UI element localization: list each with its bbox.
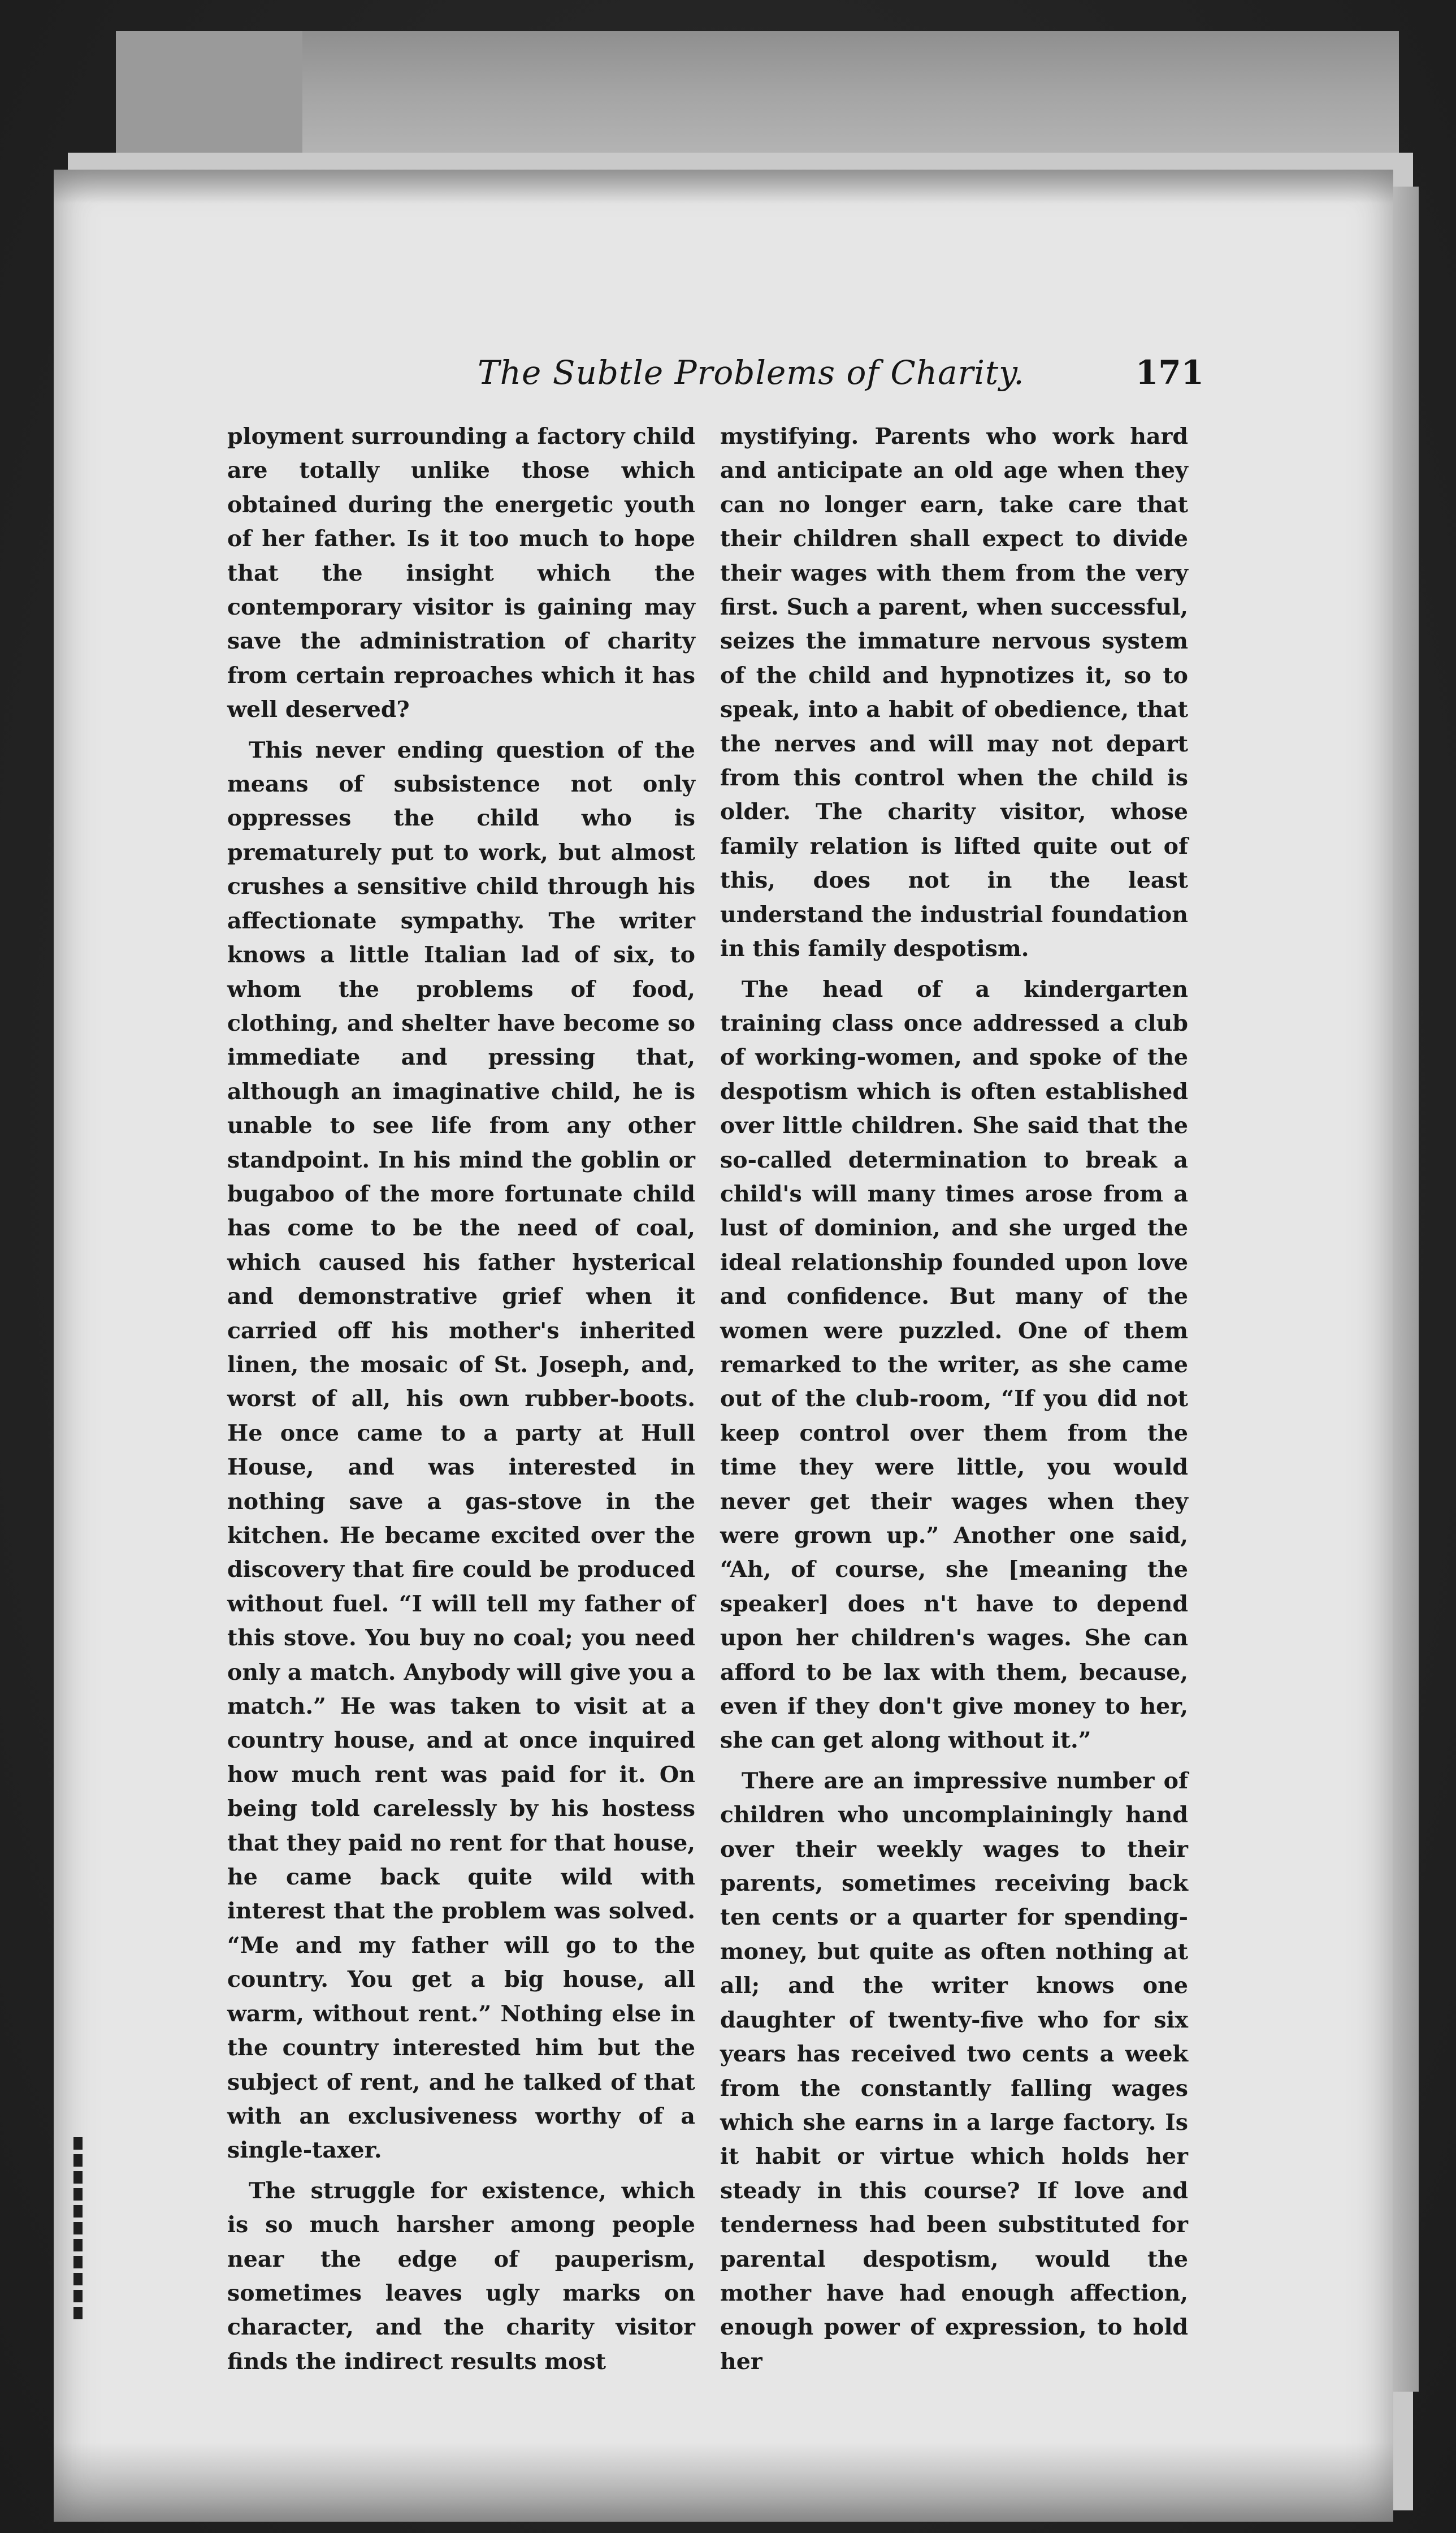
paragraph: mystifying. Parents who work hard and anticipate an old age when they can no longer earn, take care that their children shall expect to divide their wages with them from the very first. Such a parent, when successful, seizes the immature nervous system of the child and hypnotizes it, so to speak, into a habit of obedience, that the nerves and will may not depart from this control when the child is older. The charity visitor, whose family relation is lifted quite out of this, does not in the least understand the industrial foundation in this family despotism. xyxy=(720,423,1188,962)
page-number: 171 xyxy=(1135,353,1204,392)
running-title: The Subtle Problems of Charity. xyxy=(478,353,1025,392)
right-text-column xyxy=(720,420,1188,2379)
page-header xyxy=(209,353,1204,404)
left-text-column xyxy=(227,420,695,2379)
paper-tab-shadow xyxy=(116,31,302,172)
paragraph: There are an impressive number of children who uncomplainingly hand over their weekly wages to their parents, sometimes receiving back ten cents or a quarter for spending-money, but quite as often nothing at all; and the writer knows one daughter of twenty-five who for six years has received two cents a week from the constantly falling wages which she earns in a large factory. Is it habit or virtue which holds her steady in this course? If love and tenderness had been substituted for parental despotism, would the mother have had enough affection, enough power of expression, to hold her xyxy=(720,1767,1188,2375)
paragraph: ployment surrounding a factory child are totally unlike those which obtained during the energetic youth of her father. Is it too much to hope that the insight which the contemporary visitor is gaining may save the administration of charity from certain reproaches which it has well deserved? xyxy=(227,423,695,723)
paragraph: The head of a kindergarten training class once addressed a club of working-women, and spoke of the despotism which is often established over little children. She said that the so-called determination to break a child's will many times arose from a lust of dominion, and she urged the ideal relationship founded upon love and confidence. But many of the women were puzzled. One of them remarked to the writer, as she came out of the club-room, “If you did not keep control over them from the time they were little, you would never get their wages when they were grown up.” Another one said, “Ah, of course, she [meaning the speaker] does n't have to depend upon her children's wages. She can afford to be lax with them, because, even if they don't give money to her, she can get along without it.” xyxy=(720,976,1188,1754)
paragraph: The struggle for existence, which is so much harsher among people near the edge of pauperism, sometimes leaves ugly marks on character, and the charity visitor finds the indirect results most xyxy=(227,2177,695,2375)
paragraph: This never ending question of the means of subsistence not only oppresses the child who is prematurely put to work, but almost crushes a sensitive child through his affectionate sympathy. The writer knows a little Italian lad of six, to whom the problems of food, clothing, and shelter have become so immediate and pressing that, although an imaginative child, he is unable to see life from any other standpoint. In his mind the goblin or bugaboo of the more fortunate child has come to be the need of coal, which caused his father hysterical and demonstrative grief when it carried off his mother's inherited linen, the mosaic of St. Joseph, and, worst of all, his own rubber-boots. He once came to a party at Hull House, and was interested in nothing save a gas-stove in the kitchen. He became excited over the discovery that fire could be produced without fuel. “I will tell my father of this stove. You buy no coal; you need only a match. Anybody will give you a match.” He was taken to visit at a country house, and at once inquired how much rent was paid for it. On being told carelessly by his hostess that they paid no rent for that house, he came back quite wild with interest that the problem was solved. “Me and my father will go to the country. You get a big house, all warm, without rent.” Nothing else in the country interested him but the subject of rent, and he talked of that with an exclusiveness worthy of a single-taxer. xyxy=(227,737,695,2164)
scanned-page-top-strip xyxy=(116,31,1399,172)
binding-marks xyxy=(73,2137,83,2324)
